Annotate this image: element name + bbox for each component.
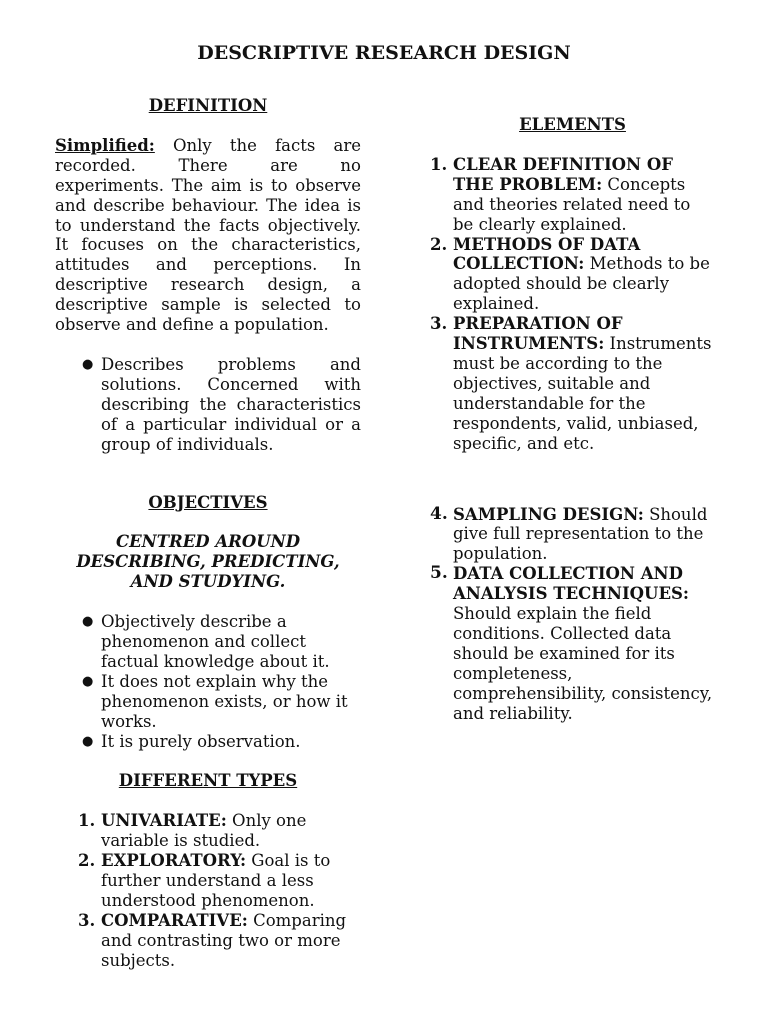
item-number: 5. bbox=[430, 563, 448, 584]
bullet-icon: ● bbox=[82, 673, 94, 689]
item-term: SAMPLING DESIGN: bbox=[453, 504, 644, 524]
item-text: Methods to be adopted should be clearly explained. bbox=[453, 254, 710, 314]
bullet-icon: ● bbox=[82, 614, 94, 630]
list-item bbox=[430, 314, 715, 453]
page-title: DESCRIPTIVE RESEARCH DESIGN bbox=[197, 42, 571, 64]
item-text: Only one variable is studied. bbox=[101, 811, 307, 851]
item-term: CLEAR DEFINITION OF THE PROBLEM: bbox=[453, 154, 673, 194]
item-number: 4. bbox=[430, 503, 448, 524]
list-item bbox=[55, 851, 361, 911]
list-item bbox=[430, 155, 715, 235]
bullet-icon: ● bbox=[82, 733, 94, 749]
list-item bbox=[55, 732, 361, 752]
types-heading: DIFFERENT TYPES bbox=[118, 771, 298, 791]
elements-heading: ELEMENTS bbox=[519, 115, 626, 134]
simplified-label: Simplified: bbox=[55, 135, 155, 155]
item-term: DATA COLLECTION AND ANALYSIS TECHNIQUES: bbox=[453, 564, 690, 604]
item-term: METHODS OF DATA COLLECTION: bbox=[453, 234, 641, 274]
item-number: 3. bbox=[430, 314, 448, 334]
list-item bbox=[55, 612, 361, 672]
list-item bbox=[55, 811, 361, 851]
item-text: Concepts and theories related need to be clearly explained. bbox=[453, 174, 691, 234]
list-item bbox=[55, 672, 361, 732]
list-item bbox=[55, 355, 361, 455]
bullet-text: It is purely observation. bbox=[101, 731, 301, 751]
item-text: Goal is to further understand a less understood phenomenon. bbox=[101, 851, 331, 910]
list-item bbox=[430, 505, 715, 565]
bullet-text: Objectively describe a phenomenon and collect factual knowledge about it. bbox=[101, 612, 330, 671]
elements-list bbox=[430, 155, 715, 454]
list-item bbox=[430, 564, 715, 723]
right-column bbox=[430, 115, 715, 723]
objectives-subheading: CENTRED AROUND DESCRIBING, PREDICTING, AND STUDYING. bbox=[76, 532, 340, 592]
item-term: PREPARATION OF INSTRUMENTS: bbox=[453, 314, 623, 354]
objectives-heading: OBJECTIVES bbox=[148, 492, 268, 512]
definition-bullets bbox=[55, 355, 361, 455]
item-term: EXPLORATORY: bbox=[101, 851, 247, 871]
item-number: 1. bbox=[430, 154, 448, 174]
item-number: 2. bbox=[78, 851, 96, 871]
item-term: COMPARATIVE: bbox=[101, 910, 248, 930]
list-item bbox=[430, 235, 715, 315]
item-number: 1. bbox=[78, 811, 96, 831]
elements-list-continued bbox=[430, 505, 715, 724]
definition-text: Only the facts are recorded. There are no experiments. The aim is to observe and describe behaviour. The idea is to understand the facts objectively. It focuses on the characteristics, attitudes and perceptions. In descriptive research design, a descriptive sample is selected to observe and define a population. bbox=[55, 135, 361, 335]
item-number: 2. bbox=[430, 234, 448, 254]
bullet-text: It does not explain why the phenomenon exists, or how it works. bbox=[101, 671, 348, 731]
left-column bbox=[55, 96, 361, 971]
list-item bbox=[55, 911, 361, 971]
definition-heading: DEFINITION bbox=[148, 96, 268, 115]
bullet-text: Describes problems and solutions. Concerned with describing the characteristics of a particular individual or a group of individuals. bbox=[101, 354, 361, 454]
item-text: Comparing and contrasting two or more subjects. bbox=[101, 910, 347, 970]
item-number: 3. bbox=[78, 910, 96, 930]
item-text: Instruments must be according to the objectives, suitable and understandable for the respondents, valid, unbiased, specific, and etc. bbox=[453, 334, 712, 453]
item-term: UNIVARIATE: bbox=[101, 811, 227, 831]
types-list bbox=[55, 811, 361, 970]
item-text: Should explain the field conditions. Collected data should be examined for its completeness, comprehensibility, consistency, and reliability. bbox=[453, 604, 713, 723]
definition-paragraph bbox=[55, 136, 361, 335]
bullet-icon: ● bbox=[82, 356, 94, 372]
objectives-bullets bbox=[55, 612, 361, 751]
item-text: Should give full representation to the population. bbox=[453, 504, 708, 564]
